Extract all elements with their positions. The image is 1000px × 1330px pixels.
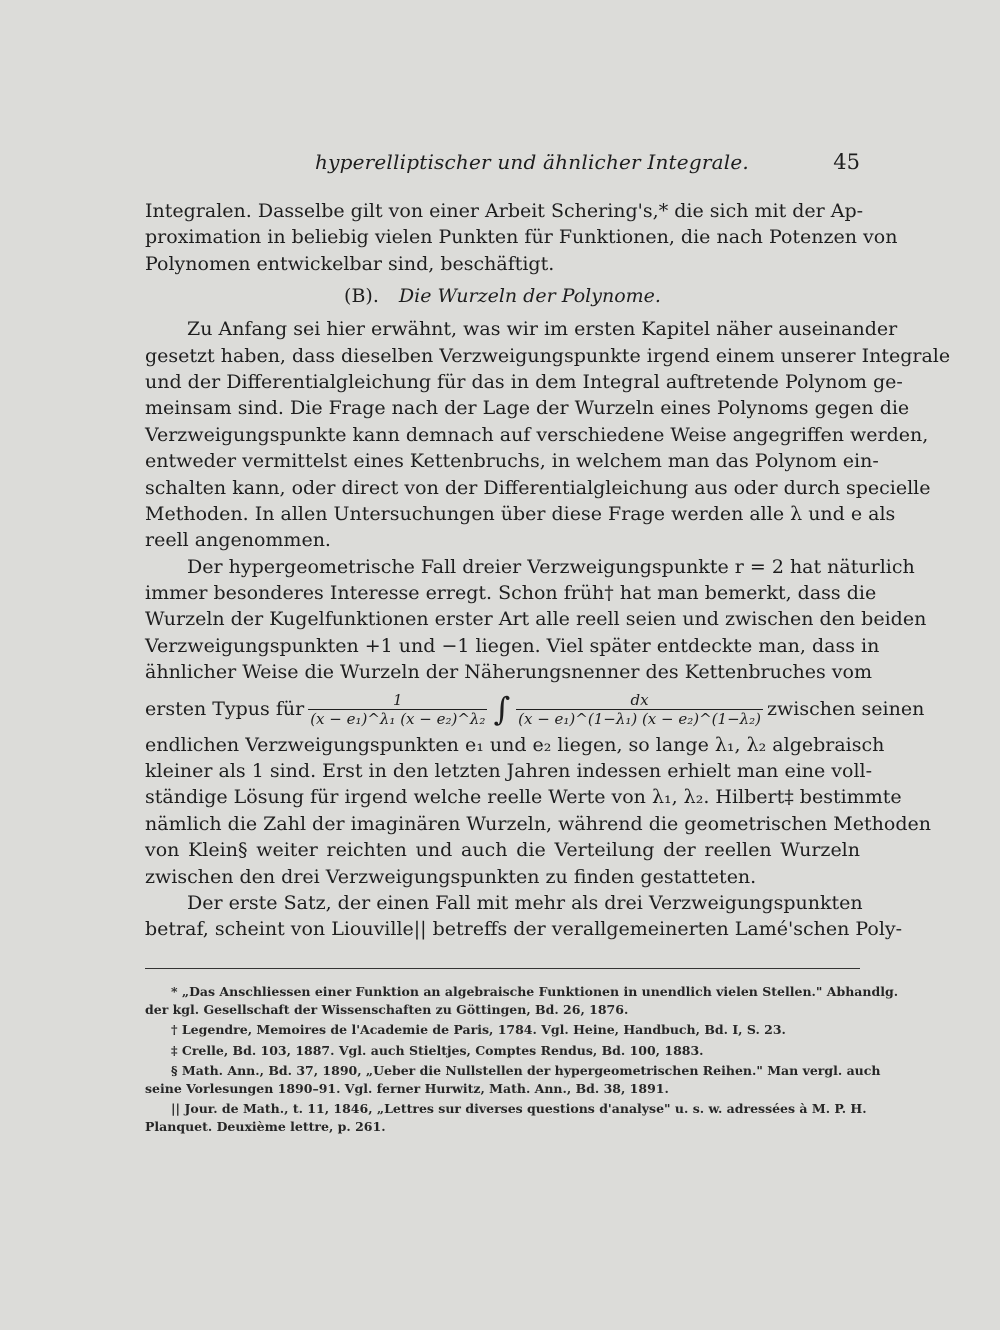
- formula-tail-text: zwischen seinen: [767, 698, 925, 721]
- footnote-line: ‡ Crelle, Bd. 103, 1887. Vgl. auch Stieltjes, Comptes Rendus, Bd. 100, 1883.: [171, 1042, 704, 1058]
- footnote-2: [145, 1021, 860, 1039]
- text-line: nämlich die Zahl der imaginären Wurzeln, während die geometrischen Methoden: [145, 812, 931, 835]
- text-line: ähnlicher Weise die Wurzeln der Näherungsnenner des Kettenbruches vom: [145, 661, 872, 684]
- footnote-1: [145, 983, 899, 1018]
- text-line: betraf, scheint von Liouville|| betreffs der verallgemeinerten Lamé'schen Poly-: [145, 918, 903, 941]
- section-heading: [145, 283, 860, 313]
- text-line: Zu Anfang sei hier erwähnt, was wir im ersten Kapitel näher auseinander: [187, 318, 898, 341]
- fraction-2-numerator: dx: [630, 691, 649, 710]
- section-label: (B).: [344, 285, 379, 308]
- footnote-4: [145, 1062, 881, 1097]
- footnote-line: || Jour. de Math., t. 11, 1846, „Lettres sur diverses questions d'analyse" u. s. w. adressées à M. P. H.: [171, 1101, 867, 1116]
- formula-line: [145, 688, 925, 732]
- text-line: zwischen den drei Verzweigungspunkten zu finden gestatteten.: [145, 865, 757, 888]
- formula-lead-text: ersten Typus für: [145, 698, 305, 721]
- text-line: endlichen Verzweigungspunkten e₁ und e₂ liegen, so lange λ₁, λ₂ algebraisch: [145, 733, 885, 756]
- text-line: Verzweigungspunkte kann demnach auf verschiedene Weise angegriffen werden,: [145, 423, 929, 446]
- text-line: gesetzt haben, dass dieselben Verzweigungspunkte irgend einem unserer Integrale: [145, 344, 951, 367]
- text-line: Polynomen entwickelbar sind, beschäftigt.: [145, 252, 555, 275]
- text-line: ständige Lösung für irgend welche reelle Werte von λ₁, λ₂. Hilbert‡ bestimmte: [145, 786, 902, 809]
- text-line: Der erste Satz, der einen Fall mit mehr als drei Verzweigungspunkten: [187, 891, 863, 914]
- footnotes: [145, 983, 899, 1135]
- footnote-line: † Legendre, Memoires de l'Academie de Paris, 1784. Vgl. Heine, Handbuch, Bd. I, S. 23.: [171, 1022, 786, 1037]
- integral-sign: ∫: [493, 690, 511, 729]
- formula: [304, 691, 767, 728]
- section-title: Die Wurzeln der Polynome.: [398, 285, 661, 308]
- text-line: reell angenommen.: [145, 529, 331, 552]
- text-line: und der Differentialgleichung für das in dem Integral auftretende Polynom ge-: [145, 370, 903, 393]
- text-line: proximation in beliebig vielen Punkten für Funktionen, die nach Potenzen von: [145, 226, 898, 249]
- body-text: [145, 198, 951, 943]
- fraction-1-denominator: (x − e₁)^λ₁ (x − e₂)^λ₂: [310, 710, 486, 729]
- footnote-line: der kgl. Gesellschaft der Wissenschaften zu Göttingen, Bd. 26, 1876.: [145, 1001, 629, 1017]
- fraction-1: [308, 691, 487, 728]
- paragraph-1: [145, 198, 898, 277]
- text-line: Integralen. Dasselbe gilt von einer Arbeit Schering's,* die sich mit der Ap-: [145, 200, 864, 222]
- text-line: kleiner als 1 sind. Erst in den letzten Jahren indessen erhielt man eine voll-: [145, 760, 873, 783]
- text-line: entweder vermittelst eines Kettenbruchs, in welchem man das Polynom ein-: [145, 450, 879, 473]
- footnote-5: [145, 1100, 867, 1135]
- text-line: Verzweigungspunkten +1 und −1 liegen. Viel später entdeckte man, dass in: [145, 634, 880, 657]
- fraction-2: [516, 691, 763, 728]
- fraction-2-denominator: (x − e₁)^(1−λ₁) (x − e₂)^(1−λ₂): [518, 710, 762, 729]
- text-line: schalten kann, oder direct von der Differentialgleichung aus oder durch specielle: [145, 476, 931, 499]
- footnote-line: § Math. Ann., Bd. 37, 1890, „Ueber die Nullstellen der hypergeometrischen Reihen." Man vergl. auch: [171, 1063, 881, 1078]
- text-line: Wurzeln der Kugelfunktionen erster Art alle reell seien und zwischen den beiden: [145, 608, 927, 631]
- footnote-rule: [145, 968, 860, 969]
- running-title: hyperelliptischer und ähnlicher Integrale.: [315, 150, 749, 174]
- paragraph-3: [145, 554, 931, 890]
- footnote-line: * „Das Anschliessen einer Funktion an algebraische Funktionen in unendlich vielen Stellen." Abhandlg.: [171, 984, 899, 999]
- text-line: Methoden. In allen Untersuchungen über diese Frage werden alle λ und e als: [145, 502, 896, 525]
- paragraph-4: [145, 890, 903, 943]
- footnote-line: Planquet. Deuxième lettre, p. 261.: [145, 1118, 386, 1134]
- paragraph-2: [145, 316, 951, 554]
- text-line: von Klein§ weiter reichten und auch die Verteilung der reellen Wurzeln: [145, 839, 860, 862]
- fraction-1-numerator: 1: [393, 691, 403, 710]
- footnote-3: [145, 1042, 860, 1060]
- footnote-line: seine Vorlesungen 1890–91. Vgl. ferner Hurwitz, Math. Ann., Bd. 38, 1891.: [145, 1080, 669, 1096]
- text-line: meinsam sind. Die Frage nach der Lage der Wurzeln eines Polynoms gegen die: [145, 397, 910, 420]
- running-head: [145, 150, 860, 180]
- page-number: 45: [833, 150, 860, 174]
- text-line: immer besonderes Interesse erregt. Schon früh† hat man bemerkt, dass die: [145, 582, 877, 605]
- text-line: Der hypergeometrische Fall dreier Verzweigungspunkte r = 2 hat näturlich: [187, 555, 915, 578]
